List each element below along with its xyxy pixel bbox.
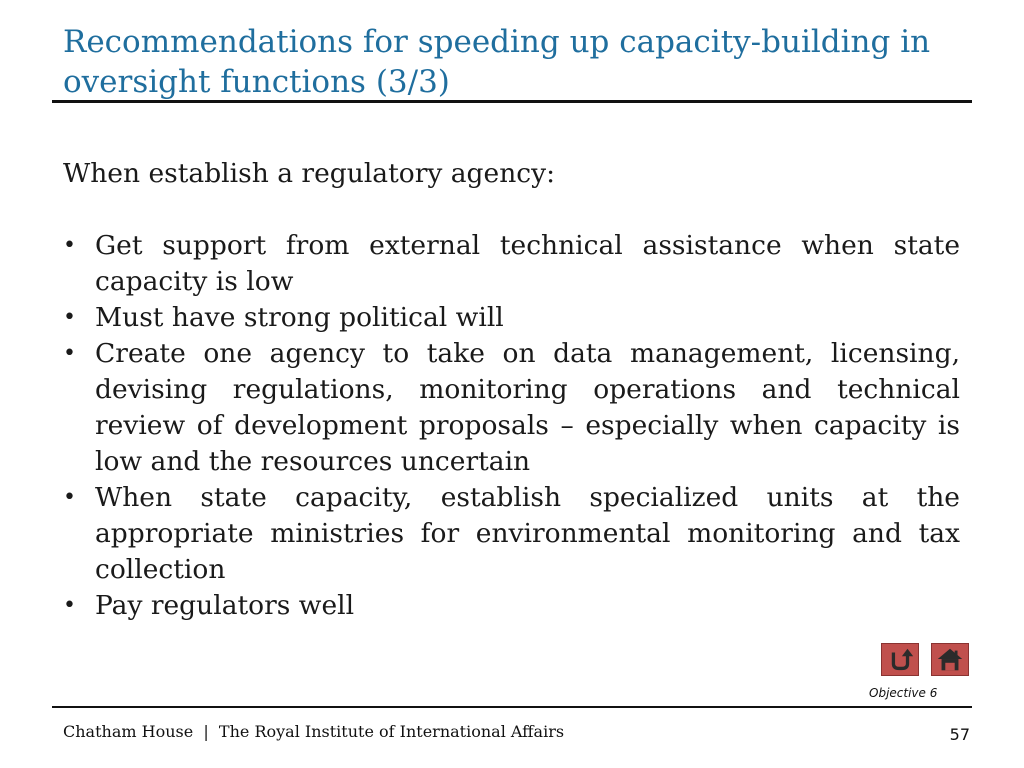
footer-organization: Chatham House | The Royal Institute of International Affairs <box>63 722 565 741</box>
list-item <box>63 480 960 588</box>
home-icon <box>932 644 968 675</box>
bullet-text: Must have strong political will <box>95 302 504 333</box>
intro-text: When establish a regulatory agency: <box>63 158 556 189</box>
bullet-text: Create one agency to take on data management, licensing, devising regulations, monitoring operations and technical review of development proposals – especially when capacity is low and the resources uncertain <box>95 338 960 477</box>
slide-title: Recommendations for speeding up capacity-building in oversight functions (3/3) <box>63 24 931 100</box>
home-button[interactable] <box>931 643 969 676</box>
list-item <box>63 588 960 624</box>
bullet-text: Pay regulators well <box>95 590 355 621</box>
bullet-text: Get support from external technical assistance when state capacity is low <box>95 230 960 297</box>
back-button[interactable] <box>881 643 919 676</box>
bullet-icon: • <box>63 305 76 330</box>
list-item <box>63 300 960 336</box>
list-item <box>63 228 960 300</box>
list-item <box>63 336 960 480</box>
u-turn-back-arrow-icon <box>882 644 918 675</box>
objective-link[interactable]: Objective 6 <box>869 686 938 700</box>
bullet-icon: • <box>63 233 76 258</box>
title-divider <box>52 100 972 103</box>
bullet-icon: • <box>63 593 76 618</box>
bullet-icon: • <box>63 341 76 366</box>
bullet-text: When state capacity, establish specialized units at the appropriate ministries for environmental monitoring and tax collection <box>95 482 960 585</box>
page-number: 57 <box>949 725 970 744</box>
bullet-list <box>63 228 960 624</box>
bullet-icon: • <box>63 485 76 510</box>
slide-body <box>63 156 960 624</box>
footer-divider <box>52 706 972 708</box>
